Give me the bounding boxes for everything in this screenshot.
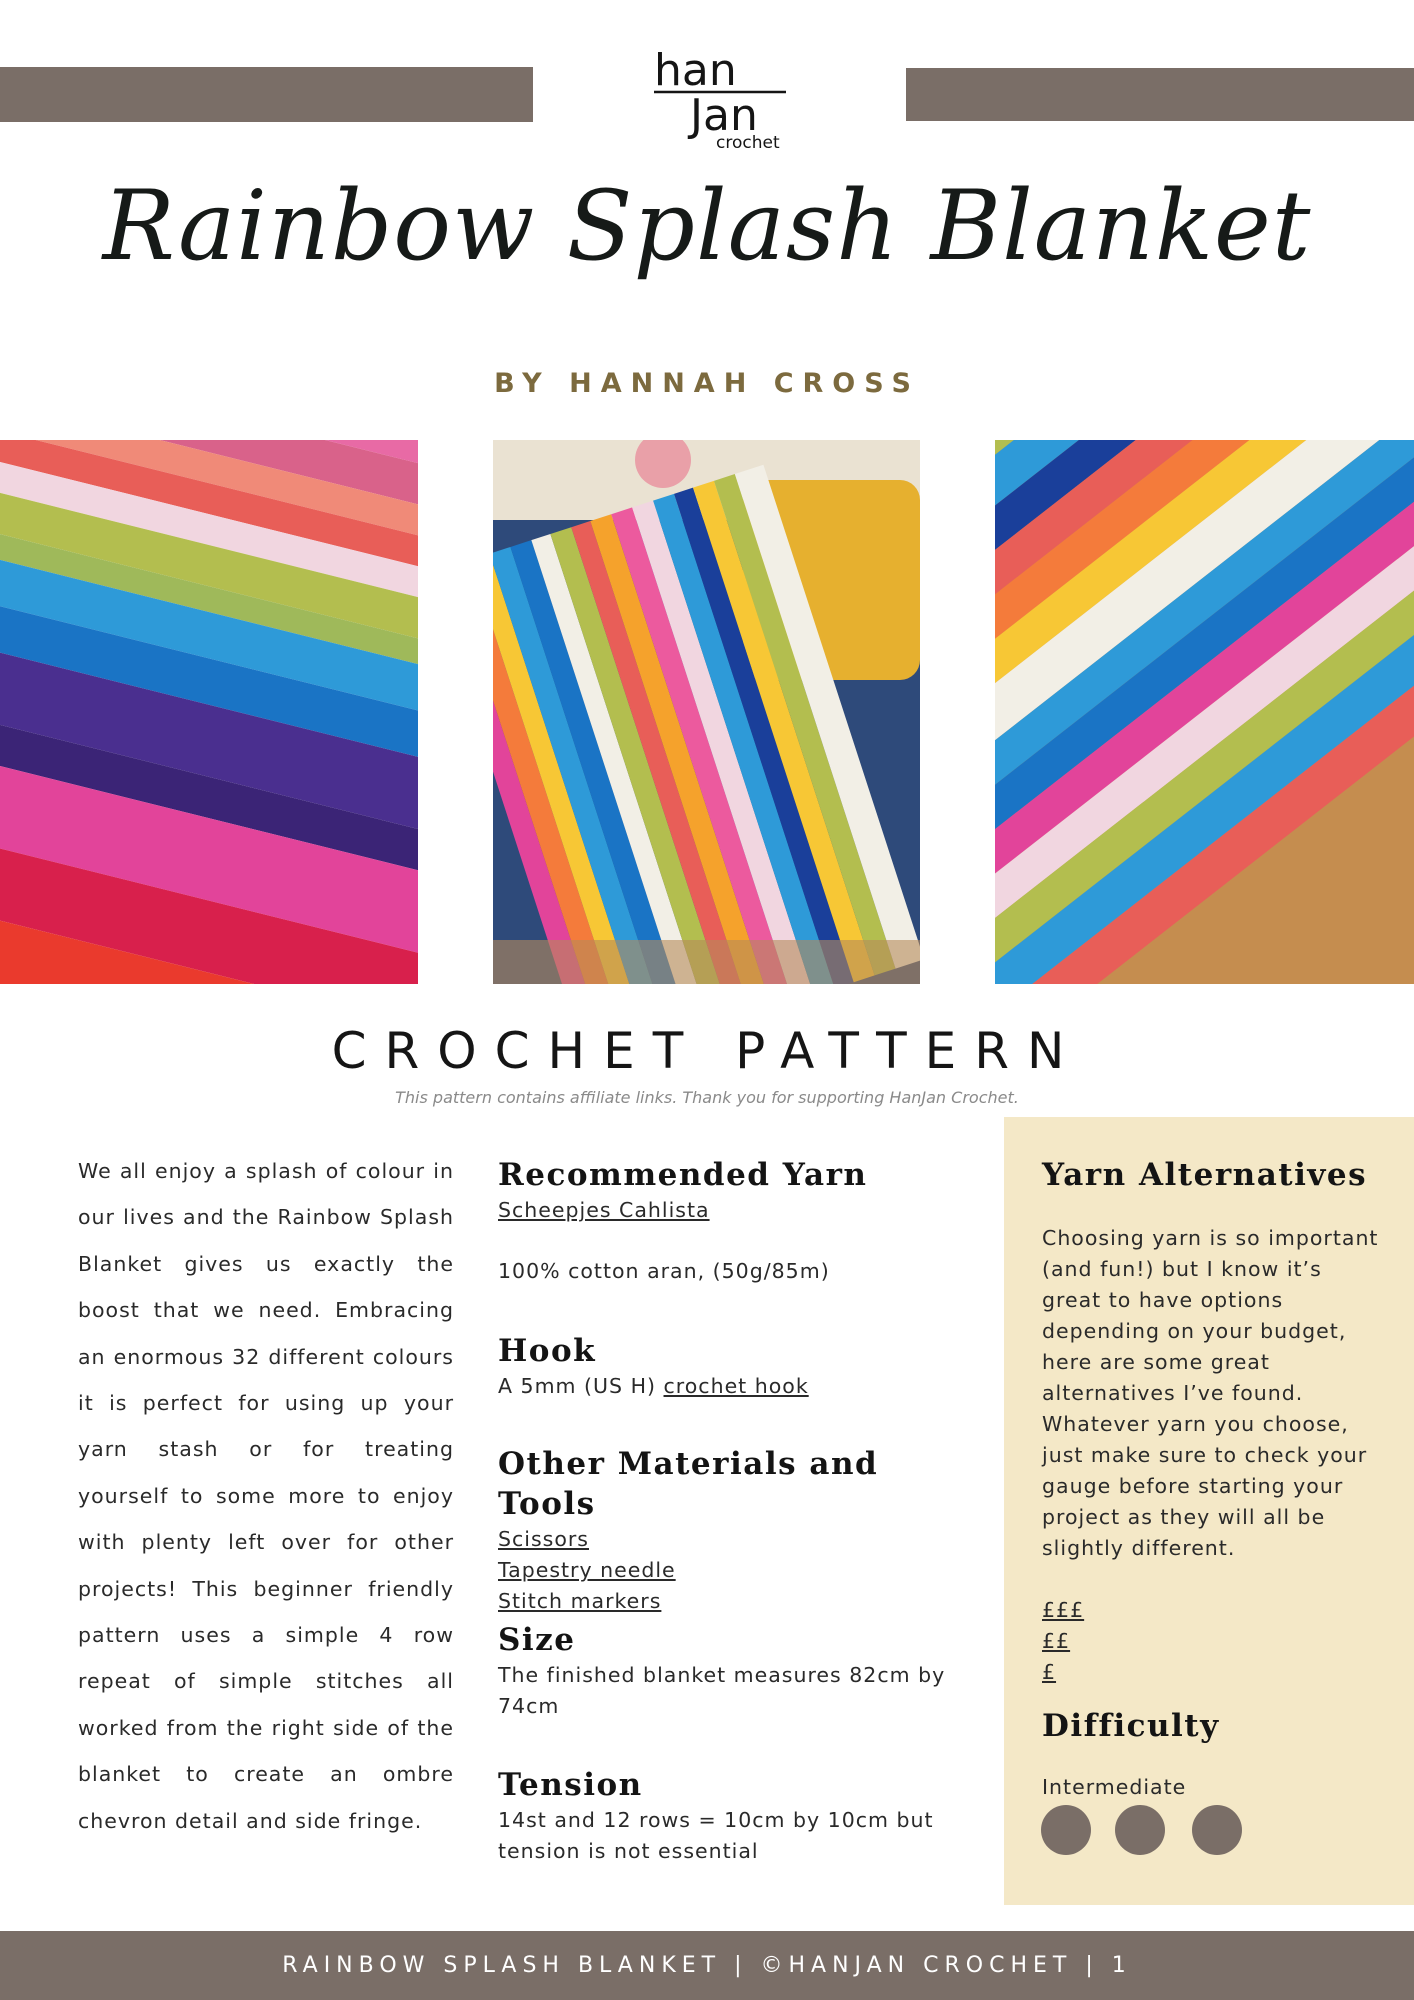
- hook-text: [498, 1371, 988, 1402]
- author-byline: BY HANNAH CROSS: [494, 368, 920, 399]
- scheepjes-cahlista-link[interactable]: Scheepjes Cahlista: [498, 1198, 710, 1222]
- yarn-alternatives-heading: Yarn Alternatives: [1042, 1157, 1368, 1193]
- tension-section: [498, 1765, 988, 1867]
- affiliate-note: This pattern contains affiliate links. Thank you for supporting HanJan Crochet.: [395, 1088, 1019, 1107]
- price-link-mid[interactable]: ££: [1042, 1629, 1071, 1653]
- hook-size-text: A 5mm (US H): [498, 1374, 656, 1398]
- materials-heading: Other Materials and Tools: [498, 1446, 879, 1522]
- size-heading: Size: [498, 1622, 576, 1658]
- difficulty-dot: [1192, 1805, 1242, 1855]
- difficulty-heading: Difficulty: [1042, 1708, 1220, 1744]
- yarn-detail: 100% cotton aran, (50g/85m): [498, 1259, 830, 1283]
- svg-text:crochet: crochet: [716, 133, 780, 153]
- difficulty-dot: [1115, 1805, 1165, 1855]
- header-bar-left: [0, 67, 533, 122]
- yarn-alternatives-text: Choosing yarn is so important (and fun!) but I know it’s great to have options depending on your budget, here are some great alternatives I’ve found. Whatever yarn you choose, just make sure to check your gauge before starting your project as they will all be slightly different.: [1042, 1226, 1379, 1560]
- price-links: [1042, 1595, 1382, 1688]
- yarn-alternatives-panel: [1004, 1117, 1414, 1905]
- price-link-low[interactable]: £: [1042, 1660, 1057, 1684]
- recommended-yarn-section: [498, 1155, 988, 1287]
- hook-section: [498, 1331, 988, 1402]
- pattern-title: Rainbow Splash Blanket: [102, 170, 1312, 282]
- photo-blanket-on-sofa: [493, 440, 920, 984]
- tension-heading: Tension: [498, 1767, 643, 1803]
- scissors-link[interactable]: Scissors: [498, 1527, 589, 1551]
- materials-section: [498, 1444, 988, 1617]
- size-text: The finished blanket measures 82cm by 74cm: [498, 1663, 946, 1718]
- intro-paragraph: We all enjoy a splash of colour in our lives and the Rainbow Splash Blanket gives us exactly the boost that we need. Embracing an enormous 32 different colours it is perfect for using up your yarn stash or for treating yourself to some more to enjoy with plenty left over for other projects! This beginner friendly pattern uses a simple 4 row repeat of simple stitches all worked from the right side of the blanket to create an ombre chevron detail and side fringe.: [78, 1159, 454, 1833]
- recommended-yarn-heading: Recommended Yarn: [498, 1157, 868, 1193]
- svg-text:han: han: [654, 45, 737, 96]
- difficulty-dot: [1041, 1805, 1091, 1855]
- hook-heading: Hook: [498, 1333, 597, 1369]
- crochet-hook-link[interactable]: crochet hook: [663, 1374, 809, 1398]
- difficulty-level: Intermediate: [1042, 1775, 1187, 1799]
- price-link-high[interactable]: £££: [1042, 1598, 1085, 1622]
- stitch-markers-link[interactable]: Stitch markers: [498, 1589, 662, 1613]
- hanjan-logo: [620, 30, 800, 160]
- tapestry-needle-link[interactable]: Tapestry needle: [498, 1558, 676, 1582]
- svg-text:Jan: Jan: [690, 90, 758, 141]
- crochet-pattern-heading: CROCHET PATTERN: [331, 1022, 1083, 1080]
- tension-text: 14st and 12 rows = 10cm by 10cm but tension is not essential: [498, 1808, 934, 1863]
- photo-blanket-closeup: [0, 440, 418, 984]
- page-footer: RAINBOW SPLASH BLANKET | ©HANJAN CROCHET | 1: [0, 1931, 1414, 2000]
- size-section: [498, 1620, 988, 1722]
- header-bar-right: [906, 68, 1414, 121]
- photo-blanket-folded: [995, 440, 1414, 984]
